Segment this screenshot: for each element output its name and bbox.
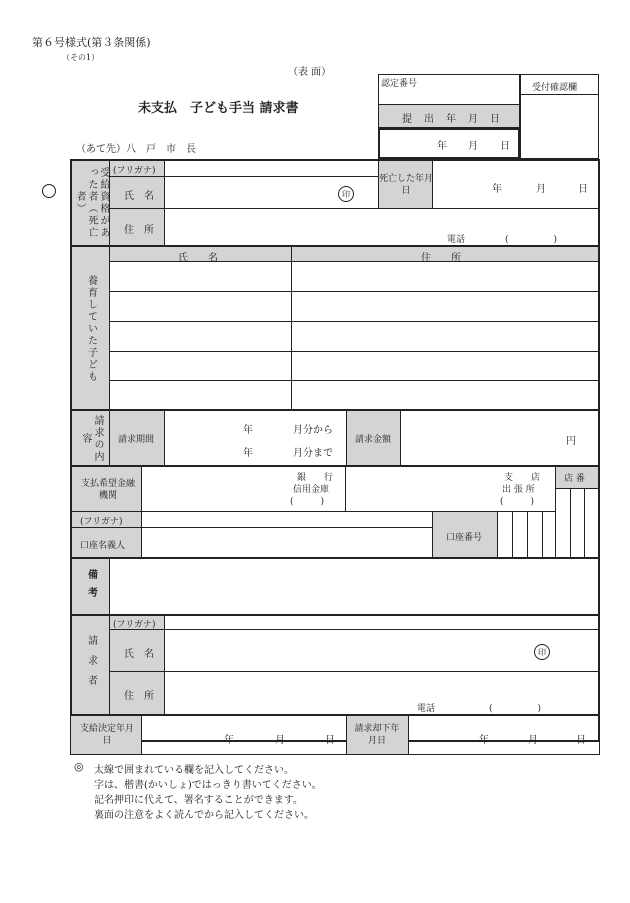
note-line: 字は、楷書(かいしょ)ではっきり書いてください。 <box>94 780 322 791</box>
account-number-label: 口座番号 <box>446 533 483 543</box>
death-date-field[interactable] <box>433 161 598 209</box>
form-sub-number: （その1） <box>62 53 100 62</box>
reject-day: 日 <box>576 735 586 746</box>
deceased-address-label: 住 所 <box>124 225 154 236</box>
submit-date-label: 提 出 年 月 日 <box>402 114 501 125</box>
claim-section-label: 請求の内容 <box>80 414 103 463</box>
claimant-seal-mark: 印 <box>534 644 550 660</box>
claimant-address-label: 住 所 <box>124 691 154 702</box>
reject-year: 年 <box>479 735 489 746</box>
store-number-label: 店 番 <box>564 474 585 484</box>
reject-month: 月 <box>528 735 538 746</box>
children-row[interactable] <box>110 352 598 381</box>
form-side: （表 面） <box>288 67 332 78</box>
payment-decision-year: 年 <box>224 735 234 746</box>
claim-yen: 円 <box>566 436 576 447</box>
notes-mark: ◎ <box>74 760 84 773</box>
branch-type-paren: ( ) <box>500 497 535 507</box>
bank-label: 支払希望金融機関 <box>80 479 135 501</box>
holder-furigana-label: (フリガナ) <box>80 517 123 527</box>
claimant-phone-parens: ( ) <box>489 704 542 714</box>
circle-mark <box>42 184 56 198</box>
deceased-phone-parens: ( ) <box>505 235 558 245</box>
deceased-furigana-label: (フリガナ) <box>113 166 156 176</box>
form-title: 未支払 子ども手当 請求書 <box>138 101 299 116</box>
decision-row <box>70 714 600 755</box>
children-col-name: 氏 名 <box>178 253 218 264</box>
submit-date-month: 月 <box>468 141 478 152</box>
children-row[interactable] <box>110 381 598 410</box>
deceased-name-label: 氏 名 <box>124 191 154 202</box>
store-number-field[interactable] <box>556 489 598 558</box>
reject-label: 請求却下年月日 <box>354 724 400 746</box>
approval-number-label: 認定番号 <box>381 79 418 89</box>
death-date-month: 月 <box>536 184 546 195</box>
children-row[interactable] <box>110 262 598 292</box>
note-line: 裏面の注意をよく読んでから記入してください。 <box>94 810 314 821</box>
claimant-furigana-field[interactable] <box>165 616 598 630</box>
receipt-label: 受付確認欄 <box>532 83 578 93</box>
note-line: 太線で囲まれている欄を記入してください。 <box>94 765 294 776</box>
store-number-divider <box>570 489 571 558</box>
children-row[interactable] <box>110 292 598 322</box>
deceased-seal-mark: 印 <box>338 186 354 202</box>
account-number-divider <box>512 512 513 558</box>
death-date-day: 日 <box>578 184 588 195</box>
bank-type-paren: ( ) <box>290 497 325 507</box>
deceased-phone-label: 電話 <box>447 235 466 245</box>
claimant-furigana-label: (フリガナ) <box>113 620 156 630</box>
children-section-label: 養育していた子ども <box>85 274 97 383</box>
claim-to-year: 年 <box>243 448 253 459</box>
bank-type-bank: 銀 行 <box>297 473 334 483</box>
holder-name-field[interactable] <box>142 528 432 558</box>
holder-name-label: 口座名義人 <box>80 541 126 551</box>
payment-decision-month: 月 <box>275 735 285 746</box>
account-number-divider <box>542 512 543 558</box>
claim-from-year: 年 <box>243 425 253 436</box>
claimant-phone-label: 電話 <box>417 704 436 714</box>
claim-to-month: 月分まで <box>293 448 333 459</box>
branch-type-office: 出 張 所 <box>502 485 535 495</box>
claim-period-label: 請求期間 <box>118 435 155 445</box>
submit-date-year: 年 <box>437 141 447 152</box>
submit-date-field[interactable] <box>378 128 520 159</box>
deceased-section-label: 受給資格があった者（死亡者） <box>74 167 109 239</box>
children-col-address: 住 所 <box>421 253 461 264</box>
payment-decision-day: 日 <box>325 735 335 746</box>
remarks-label: 備考 <box>85 569 97 605</box>
bank-type-credit: 信用金庫 <box>293 485 330 495</box>
payment-decision-label: 支給決定年月日 <box>79 724 134 746</box>
note-line: 記名押印に代えて、署名することができます。 <box>94 795 303 806</box>
account-number-divider <box>527 512 528 558</box>
children-row[interactable] <box>110 322 598 352</box>
remarks-field[interactable] <box>110 559 598 615</box>
death-date-year: 年 <box>492 184 502 195</box>
death-date-label: 死亡した年月日 <box>379 174 434 196</box>
holder-furigana-field[interactable] <box>142 512 432 528</box>
store-number-divider <box>584 489 585 558</box>
submit-date-day: 日 <box>500 141 510 152</box>
form-number: 第６号様式(第３条関係) <box>32 36 151 49</box>
deceased-furigana-field[interactable] <box>165 161 378 177</box>
claimant-section-label: 請求者 <box>85 635 97 695</box>
branch-type-branch: 支 店 <box>504 473 541 483</box>
recipient: （あて先）八 戸 市 長 <box>76 144 196 155</box>
claimant-name-label: 氏 名 <box>124 649 154 660</box>
claim-amount-label: 請求金額 <box>355 435 392 445</box>
claim-from-month: 月分から <box>293 425 333 436</box>
receipt-divider <box>520 94 599 95</box>
